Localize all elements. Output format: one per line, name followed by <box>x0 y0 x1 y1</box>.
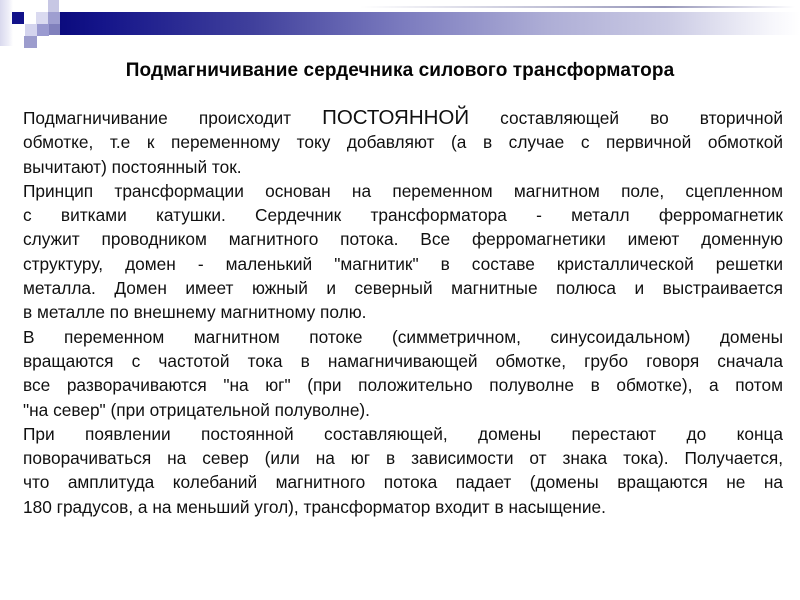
paragraph <box>23 325 783 422</box>
paragraph <box>23 106 783 179</box>
pixel-square-med-2 <box>37 24 49 36</box>
text-line: все разворачиваются "на юг" (при положительно полуволне в обмотке), а потом <box>23 375 783 396</box>
text-line: "на север" (при отрицательной полуволне). <box>23 399 370 420</box>
pixel-square-light-1 <box>36 12 48 24</box>
thin-accent-line <box>360 6 795 8</box>
pixel-square-med-1 <box>48 12 60 24</box>
paragraph <box>23 179 783 325</box>
pixel-square-dark <box>12 12 24 24</box>
text-line: что амплитуда колебаний магнитного потока падает (домены вращаются не на <box>23 472 783 493</box>
text-line: поворачиваться на север (или на юг в зависимости от знака тока). Получается, <box>23 448 783 469</box>
header-gradient-bar <box>60 12 800 35</box>
text-line: Принцип трансформации основан на переменном магнитном поле, сцепленном <box>23 180 783 201</box>
text-line: металла. Домен имеет южный и северный магнитные полюса и выстраивается <box>23 278 783 299</box>
slide-title: Подмагничивание сердечника силового трансформатора <box>125 60 675 81</box>
slide-body <box>23 106 783 519</box>
emphasized-caps-word: ПОСТОЯННОЙ <box>322 106 470 129</box>
text-line: служит проводником магнитного потока. Все ферромагнетики имеют доменную <box>23 229 783 250</box>
pixel-square-overlap <box>49 24 60 35</box>
text-line: При появлении постоянной составляющей, домены перестают до конца <box>23 423 783 444</box>
pixel-square-top <box>48 0 59 12</box>
text-line: В переменном магнитном потоке (симметричном, синусоидальном) домены <box>23 326 783 347</box>
text-line: 180 градусов, а на меньший угол), трансформатор входит в насыщение. <box>23 496 606 517</box>
text-line: вращаются с частотой тока в намагничивающей обмотке, грубо говоря сначала <box>23 350 783 371</box>
text-line: структуру, домен - маленький "магнитик" в составе кристаллической решетки <box>23 253 783 274</box>
text-line: обмотке, т.е к переменному току добавляют (а в случае с первичной обмоткой <box>23 132 783 153</box>
text-line: в металле по внешнему магнитному полю. <box>23 302 367 323</box>
paragraph <box>23 422 783 519</box>
pixel-square-light-2 <box>25 24 37 36</box>
text-line: вычитают) постоянный ток. <box>23 156 242 177</box>
text-line: с витками катушки. Сердечник трансформатора - металл ферромагнетик <box>23 205 783 226</box>
text-line: Подмагничивание происходит ПОСТОЯННОЙ составляющей во вторичной <box>23 106 783 129</box>
pixel-square-med-3 <box>24 36 37 48</box>
